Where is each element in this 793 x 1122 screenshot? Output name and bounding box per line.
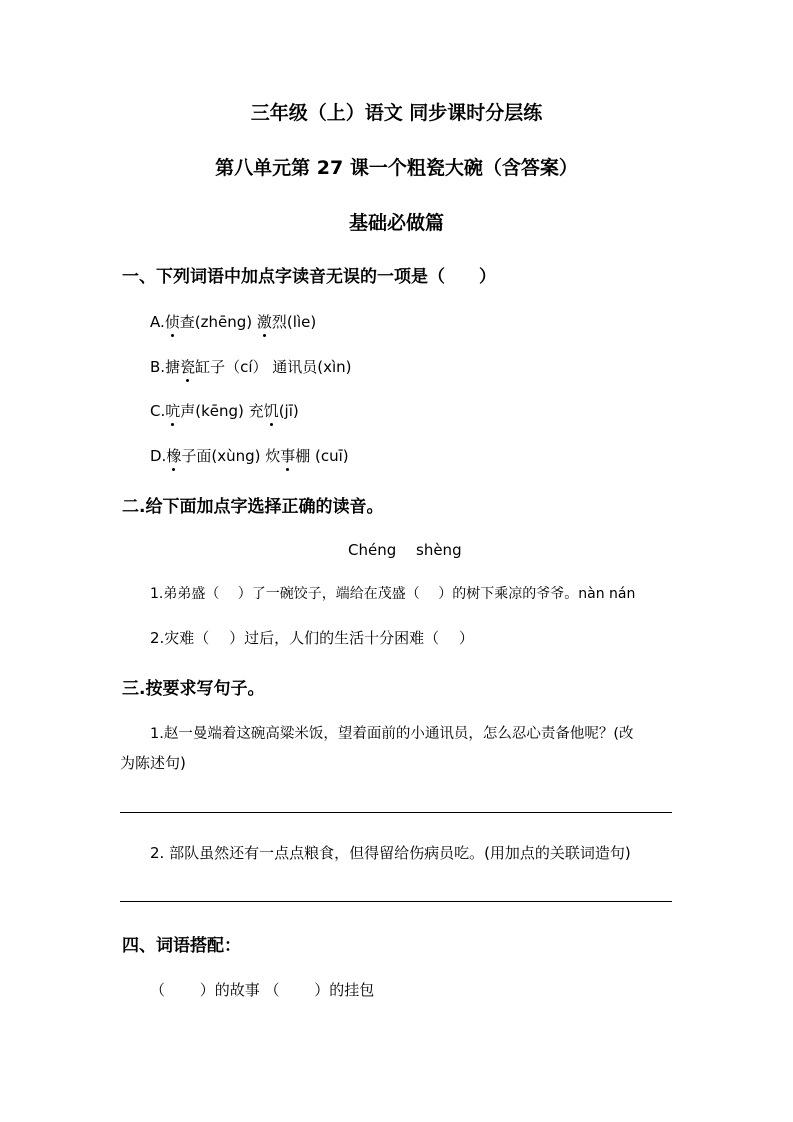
option-d-dotted-char-2: 事 <box>280 447 296 465</box>
page-title: 三年级（上）语文 同步课时分层练 <box>250 102 543 124</box>
page-subtitle: 第八单元第 27 课一个粗瓷大碗（含答案） <box>215 157 578 179</box>
option-c-prefix: C. <box>150 402 166 420</box>
question-2-item-2: 2.灾难（ ）过后，人们的生活十分困难（ ） <box>150 629 474 647</box>
question-2-heading: 二.给下面加点字选择正确的读音。 <box>122 497 384 517</box>
option-a <box>150 311 316 332</box>
option-c-text-1: 声(kēng) 充 <box>180 402 264 420</box>
option-a-text-2: 烈(lìe) <box>271 313 317 331</box>
option-d-text-2: 棚 (cuī) <box>295 447 349 465</box>
option-d <box>150 445 349 466</box>
option-b-prefix: B. <box>150 358 166 376</box>
section-title: 基础必做篇 <box>348 212 444 234</box>
question-3-item-1-line-1: 1.赵一曼端着这碗高粱米饭，望着面前的小通讯员，怎么忍心责备他呢？(改 <box>150 726 634 742</box>
question-3-item-1-line-2: 为陈述句) <box>120 754 186 772</box>
option-c-dotted-char-1: 吭 <box>165 402 181 420</box>
option-a-dotted-char-1: 侦 <box>164 313 180 331</box>
pinyin-choices: Chéng shèng <box>348 541 462 559</box>
option-a-text-1: 查(zhēng) <box>179 313 257 331</box>
question-3-heading: 三.按要求写句子。 <box>122 679 265 699</box>
question-1-heading: 一、下列词语中加点字读音无误的一项是（ ） <box>122 267 496 287</box>
option-c-text-2: (jī) <box>278 402 299 420</box>
option-b <box>150 356 352 377</box>
option-b-dotted-char: 瓷 <box>180 358 196 376</box>
question-3-item-2: 2. 部队虽然还有一点点粮食，但得留给伤病员吃。(用加点的关联词造句) <box>150 844 631 862</box>
option-d-prefix: D. <box>150 447 167 465</box>
option-b-char-1: 搪 <box>165 358 181 376</box>
option-a-dotted-char-2: 激 <box>256 313 272 331</box>
question-4-heading: 四、词语搭配： <box>122 936 241 956</box>
question-2-item-1: 1.弟弟盛（ ）了一碗饺子，端给在茂盛（ ）的树下乘凉的爷爷。nàn nán <box>150 586 636 602</box>
answer-line-2[interactable] <box>120 901 672 902</box>
option-c-dotted-char-2: 饥 <box>263 402 279 420</box>
option-a-prefix: A. <box>150 313 165 331</box>
option-c <box>150 400 299 421</box>
answer-line-1[interactable] <box>120 812 672 813</box>
question-4-item: （ ）的故事 （ ）的挂包 <box>150 981 375 999</box>
option-d-text-1: 子面(xùng) 炊 <box>181 447 281 465</box>
option-b-text: 缸子（cí） 通讯员(xìn) <box>195 358 352 376</box>
option-d-dotted-char-1: 橡 <box>166 447 182 465</box>
